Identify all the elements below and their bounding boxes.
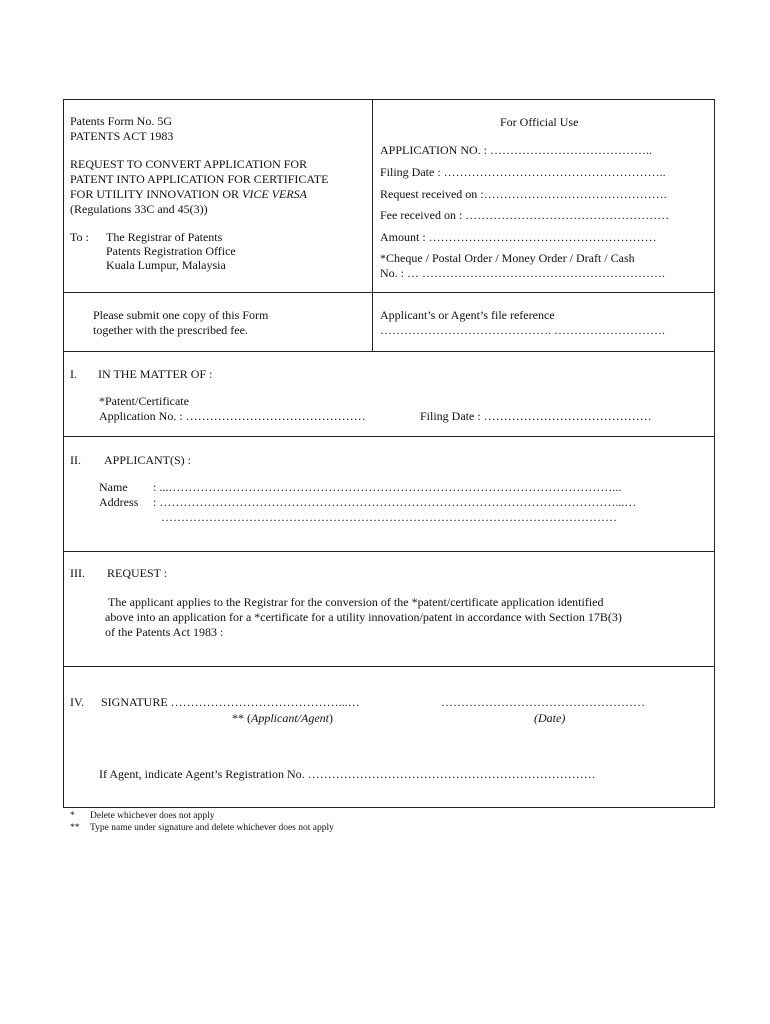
patent-form <box>63 99 715 808</box>
section2-number: II. <box>70 453 81 467</box>
footnote-1-text: Delete whichever does not apply <box>90 811 215 821</box>
section2-title: APPLICANT(S) : <box>104 453 192 467</box>
request-body-line1: The applicant applies to the Registrar for the conversion of the *patent/certificate application identified <box>108 595 604 609</box>
act-title: PATENTS ACT 1983 <box>70 129 174 143</box>
to-label: To : <box>70 230 89 244</box>
official-fee-received: Fee received on : …………………………………………… <box>380 208 670 222</box>
section1-number: I. <box>70 367 77 381</box>
address-field-line1[interactable]: : ……………………………………………………………………………………………………...… <box>153 495 637 509</box>
file-reference-label: Applicant’s or Agent’s file reference <box>380 308 555 322</box>
column-divider <box>372 100 373 351</box>
footnote-2-text: Type name under signature and delete whichever does not apply <box>90 823 334 833</box>
name-field[interactable]: : ...…………………………………………………………………………………………………... <box>153 480 622 494</box>
section1-title: IN THE MATTER OF : <box>98 367 213 381</box>
name-label: Name <box>99 480 128 494</box>
title-vice-versa: VICE VERSA <box>242 187 307 201</box>
submit-instruction-line1: Please submit one copy of this Form <box>93 308 269 322</box>
to-line3: Kuala Lumpur, Malaysia <box>106 258 226 272</box>
patent-certificate-label: *Patent/Certificate <box>99 394 189 408</box>
matter-application-no-field[interactable]: Application No. : ……………………………………… <box>99 409 366 423</box>
footnote-1-mark: * <box>70 811 75 821</box>
to-line2: Patents Registration Office <box>106 244 236 258</box>
submit-instruction-line2: together with the prescribed fee. <box>93 323 248 337</box>
section3-number: III. <box>70 566 85 580</box>
official-filing-date: Filing Date : ……………………………………………….. <box>380 165 666 179</box>
request-title-line1: REQUEST TO CONVERT APPLICATION FOR <box>70 157 308 171</box>
section3-title: REQUEST : <box>107 566 168 580</box>
applicant-caption-prefix: ** ( <box>232 711 251 725</box>
title-line3-prefix: FOR UTILITY INNOVATION OR <box>70 187 242 201</box>
divider-submit <box>64 351 714 352</box>
official-request-received: Request received on :………………………………………. <box>380 187 667 201</box>
divider-section2 <box>64 551 714 552</box>
to-line1: The Registrar of Patents <box>106 230 223 244</box>
regulations: (Regulations 33C and 45(3)) <box>70 202 208 216</box>
official-use-title: For Official Use <box>500 115 579 129</box>
address-label: Address <box>99 495 139 509</box>
official-payment-no: No. : … ……………………………………………………. <box>380 266 665 280</box>
divider-section3 <box>64 666 714 667</box>
section4-number: IV. <box>70 695 85 709</box>
form-number: Patents Form No. 5G <box>70 114 172 128</box>
divider-header <box>64 292 714 293</box>
request-body-line2: above into an application for a *certificate for a utility innovation/patent in accordance with Section 17B(3) <box>105 610 622 624</box>
official-payment-method: *Cheque / Postal Order / Money Order / Draft / Cash <box>380 251 635 265</box>
matter-filing-date-field[interactable]: Filing Date : …………………………………… <box>420 409 652 423</box>
request-title-line2: PATENT INTO APPLICATION FOR CERTIFICATE <box>70 172 329 186</box>
official-application-no: APPLICATION NO. : ………………………………….. <box>380 143 653 157</box>
footnote-2-mark: ** <box>70 823 80 833</box>
request-body-line3: of the Patents Act 1983 : <box>105 625 224 639</box>
signature-field[interactable]: SIGNATURE ……………………………………...… <box>101 695 360 709</box>
applicant-caption-italic: Applicant/Agent <box>251 711 329 725</box>
official-amount: Amount : ………………………………………………… <box>380 230 657 244</box>
file-reference-field[interactable]: ……………………………………. ………………………. <box>380 323 665 337</box>
applicant-agent-caption <box>232 711 333 726</box>
applicant-caption-suffix: ) <box>328 711 333 725</box>
divider-section1 <box>64 436 714 437</box>
date-field[interactable]: …………………………………………… <box>441 695 645 709</box>
date-caption: (Date) <box>534 711 566 725</box>
agent-registration-field[interactable]: If Agent, indicate Agent’s Registration No. ……………………………………………………………… <box>99 767 596 781</box>
address-field-line2[interactable]: …………………………………………………………………………………………………… <box>161 510 617 524</box>
request-title-line3 <box>70 187 307 202</box>
